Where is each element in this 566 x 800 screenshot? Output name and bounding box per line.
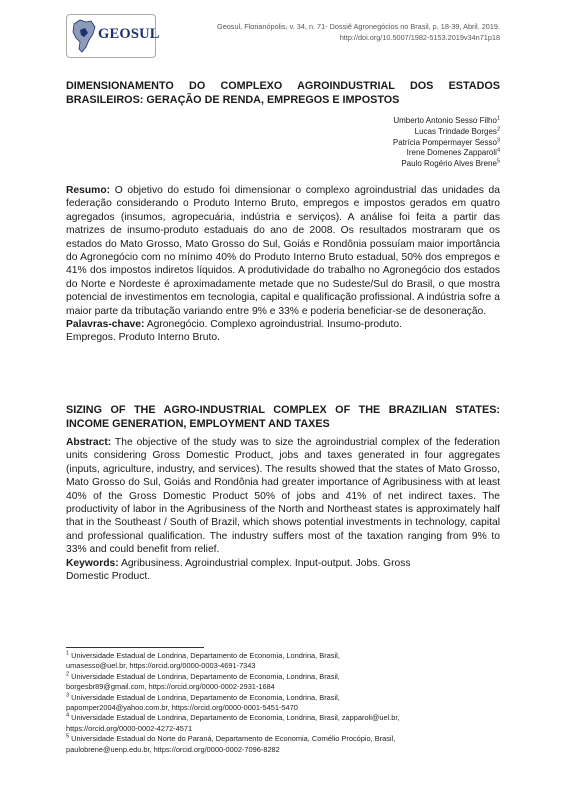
keywords: Keywords: Agribusiness. Agroindustrial complex. Input-output. Jobs. Gross	[66, 557, 411, 569]
author-3: Patrícia Pompermayer Sesso$^3$	[392, 136, 500, 147]
resumo-paragraph	[66, 184, 500, 318]
footnote-3: $^3$ Universidade Estadual de Londrina, Departamento de Economia, Londrina, Brasil, papomper2004@yahoo.com.br, https://orcid.org/0000-0001-5451-5470	[66, 692, 340, 713]
author-5: Paulo Rogério Alves Brene$^5$	[401, 158, 500, 169]
footnote-4: $^4$ Universidade Estadual de Londrina, Departamento de Economia, Londrina, Brasil, zapparoli@uel.br, https://orcid.org/0000-0002-4272-4571	[66, 712, 400, 733]
footnotes	[66, 651, 500, 755]
journal-citation	[217, 22, 500, 43]
footnote-divider	[66, 647, 204, 648]
journal-logo	[66, 14, 160, 58]
author-4: Irene Domenes Zapparoli$^4$	[406, 147, 500, 158]
logo-text: GEOSUL	[98, 26, 160, 42]
paper-title-pt: DIMENSIONAMENTO DO COMPLEXO AGROINDUSTRIAL DOS ESTADOS BRASILEIROS: GERAÇÃO DE RENDA, EMPREGOS E IMPOSTOS	[66, 80, 500, 106]
author-2: Lucas Trindade Borges$^2$	[414, 126, 500, 136]
abstract-label: Abstract:	[66, 437, 112, 448]
resumo-section	[66, 184, 500, 345]
abstract-text: The objective of the study was to size the agroindustrial complex of the federation units considering Gross Domestic Product, jobs and taxes generated in four aggregates (inputs, agriculture, industry, and services). The results showed that the states of Mato Grosso, Mato Grosso do Sul, Goiás and Rondônia had greater importance of Agribusiness with at least 40% of the Gross Domestic Product 50% of jobs and 41% of net indirect taxes. The productivity of labor in the Agribusiness of the North and Northeast states is approximately half that in the Southeast / South of Brazil, which shows potential investments in technology, capital and professional qualification. The industry suffers most of the taxation ranging from 9% to 33% and could benefit from relief.	[66, 437, 500, 556]
resumo-text: O objetivo do estudo foi dimensionar o complexo agroindustrial das unidades da federação considerando o Produto Interno Bruto, empregos e impostos gerados em quatro agregados (insumos, agropecuária, indústria e serviços). A análise foi feita a partir das matrizes de insumo-produto estaduais do ano de 2008. Os resultados mostraram que os estados do Mato Grosso, Mato Grosso do Sul, Goiás e Rondônia possuíam maior importância do Agronegócio com no mínimo 40% do Produto Interno Bruto estadual, 50% dos empregos e 41% dos impostos indiretos líquidos. A produtividade do trabalho no Agronegócio dos estados do Norte e Nordeste é aproximadamente metade que no Sudeste/Sul do Brasil, o que mostra potencial de investimentos em tecnologia, capital e qualificação profissional. A indústria sofre a maior parte da tributação variando entre 9% e 33% e poderia beneficiar-se de desoneração.	[66, 185, 500, 317]
palavras-chave-cont: Empregos. Produto Interno Bruto.	[66, 332, 220, 344]
abstract-paragraph	[66, 436, 500, 557]
resumo-label: Resumo:	[66, 185, 111, 196]
author-1: Umberto Antonio Sesso Filho$^1$	[393, 115, 500, 125]
author-list	[393, 116, 500, 170]
journal-line: Geosul, Florianópolis, v. 34, n. 71- Dossiê Agronegócios no Brasil, p. 18-39, Abril. 2019.	[217, 22, 500, 31]
palavras-chave: Palavras-chave: Agronegócio. Complexo agroindustrial. Insumo-produto.	[66, 319, 403, 331]
doi-line[interactable]: http://doi.org/10.5007/1982-5153.2019v34n71p18	[339, 32, 500, 42]
footnote-2: $^2$ Universidade Estadual de Londrina, Departamento de Economia, Londrina, Brasil, borgesbr89@gmail.com, https://orcid.org/0000-0002-2931-1684	[66, 671, 340, 692]
brazil-map-icon	[71, 18, 97, 54]
keywords-cont: Domestic Product.	[66, 571, 151, 583]
paper-title-en: SIZING OF THE AGRO-INDUSTRIAL COMPLEX OF THE BRAZILIAN STATES: INCOME GENERATION, EMPLOYMENT AND TAXES	[66, 404, 500, 430]
footnote-5: $^5$ Universidade Estadual do Norte do Paraná, Departamento de Economia, Cornélio Procópio, Brasil, paulobrene@uenp.edu.br, https://orcid.org/0000-0002-7096-8282	[66, 733, 396, 754]
footnote-1: $^1$ Universidade Estadual de Londrina, Departamento de Economia, Londrina, Brasil, umasesso@uel.br, https://orcid.org/0000-0003-4691-7343	[66, 650, 340, 671]
abstract-section	[66, 436, 500, 583]
